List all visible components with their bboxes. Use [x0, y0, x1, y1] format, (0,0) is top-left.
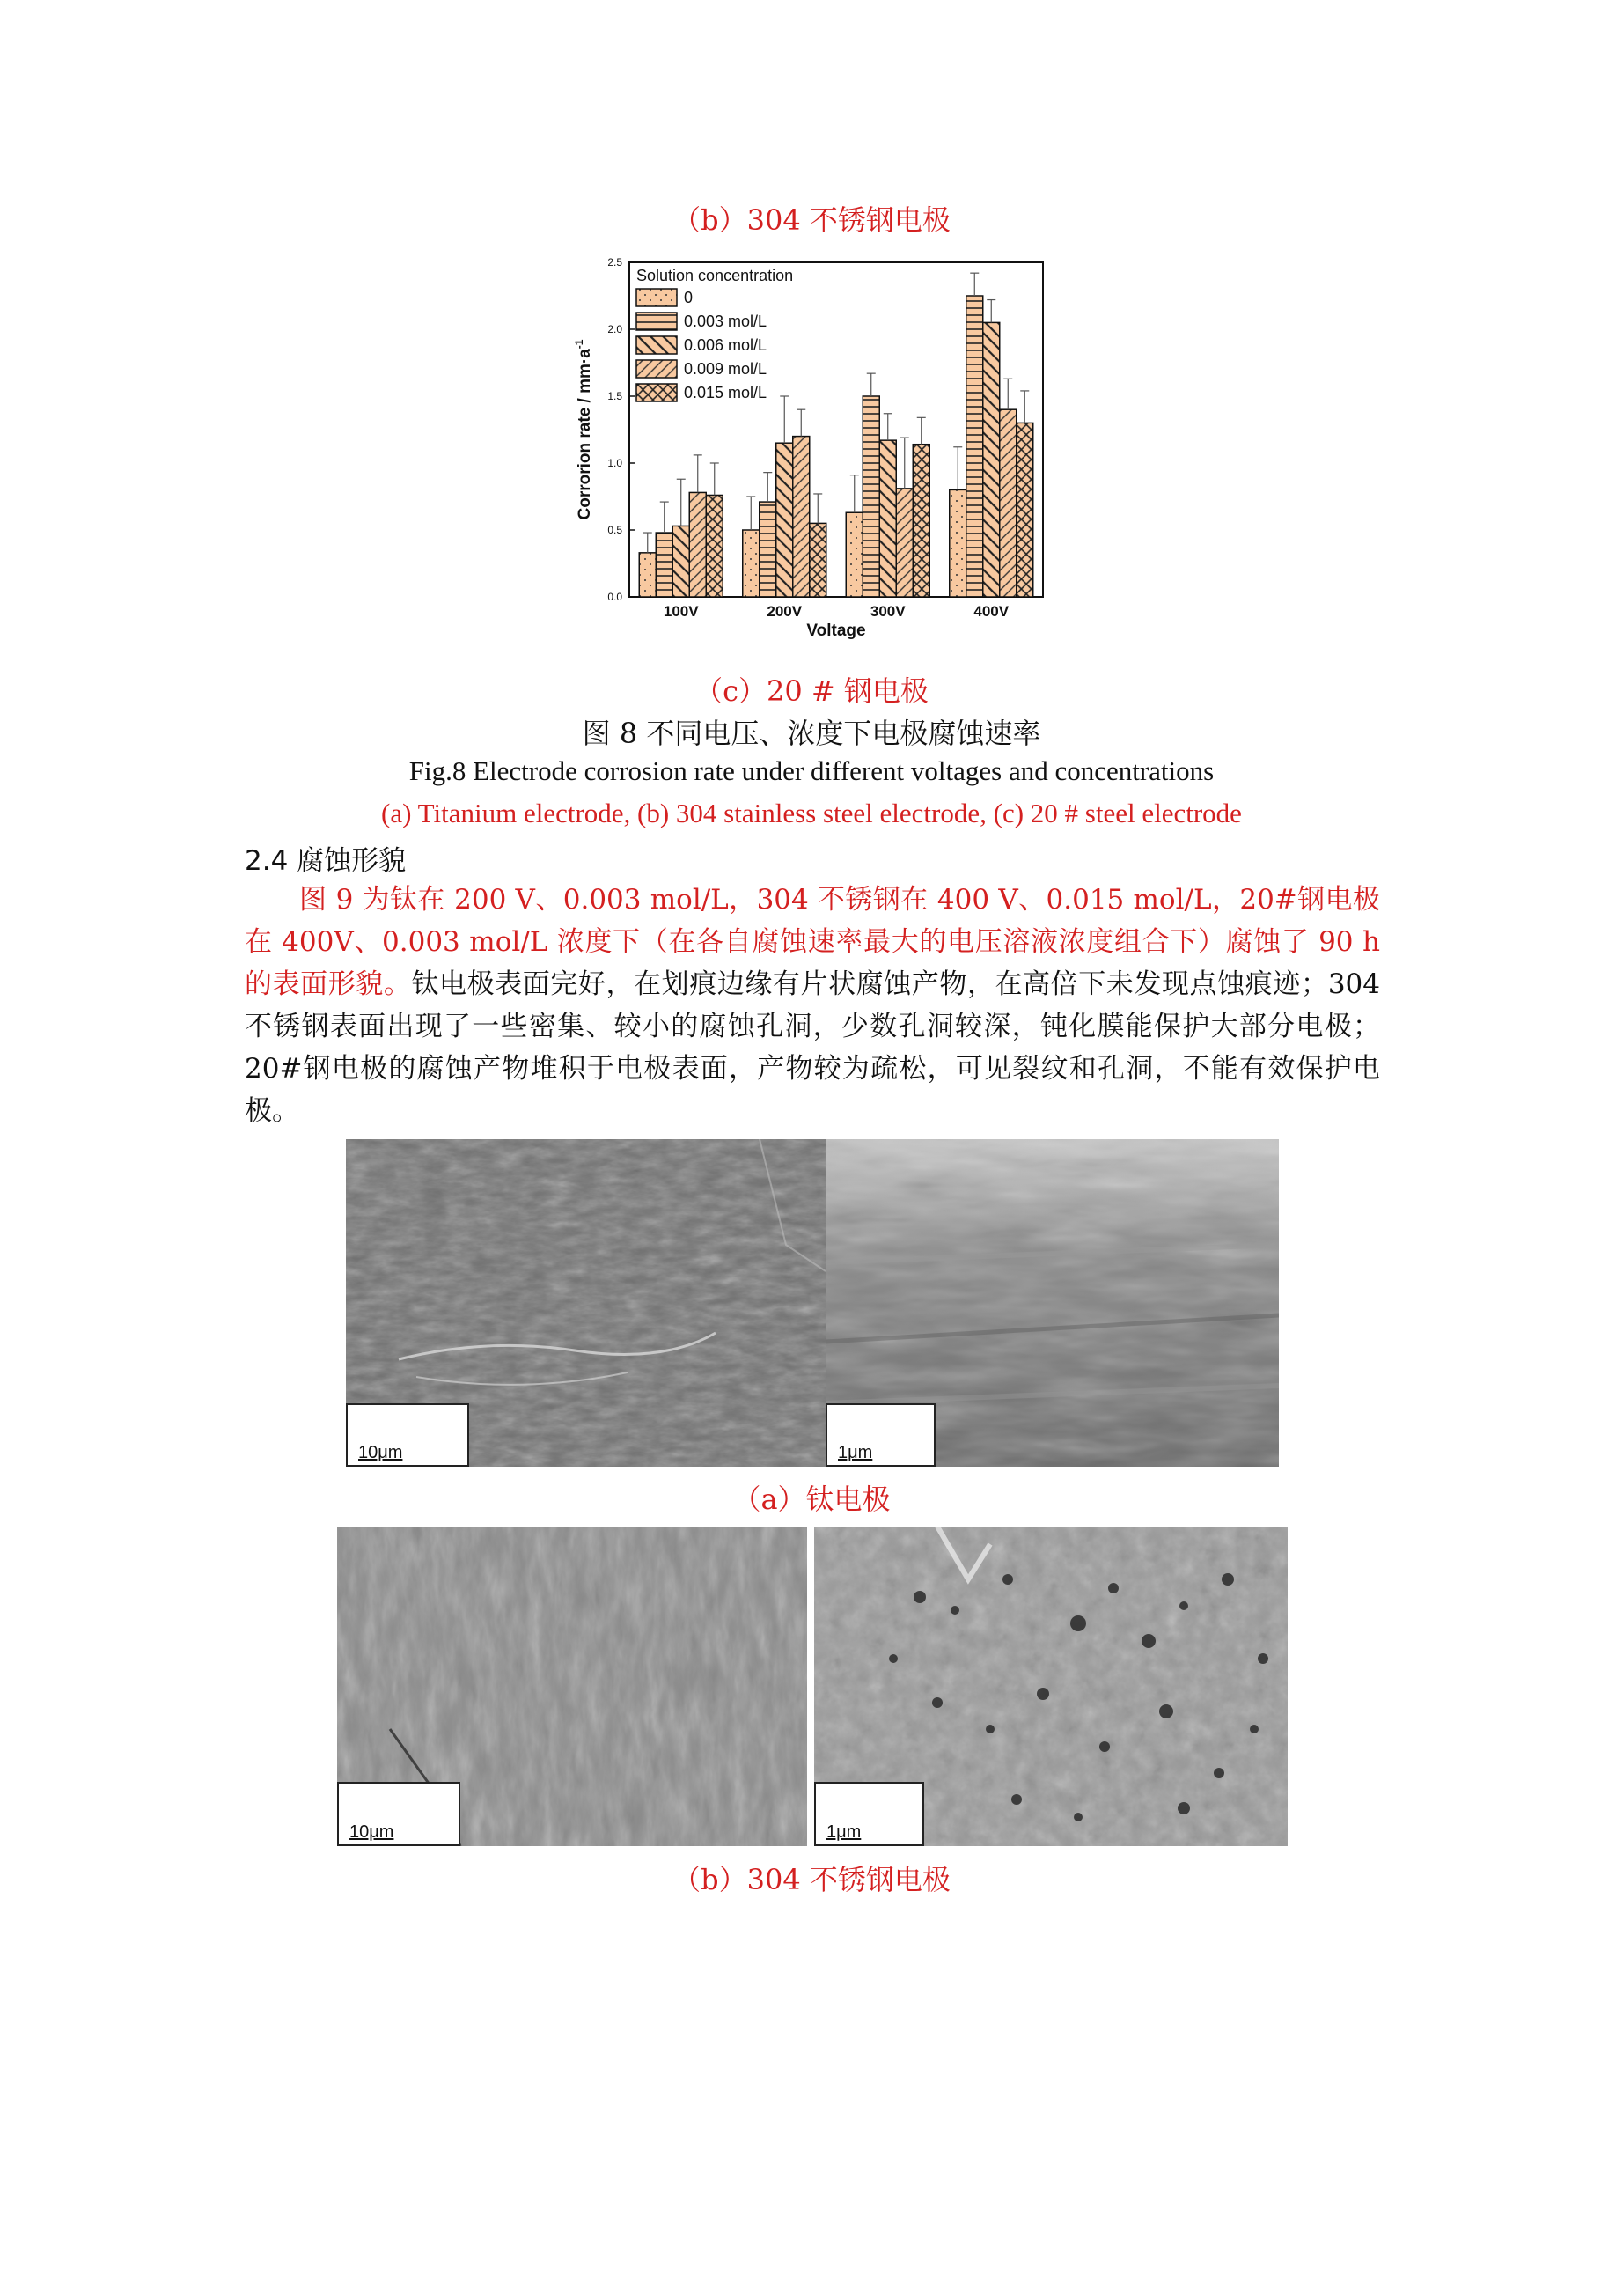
legend-label: 0.006 mol/L [684, 336, 767, 354]
bar-horizontal-300V [863, 396, 879, 597]
figure-caption-en: Fig.8 Electrode corrosion rate under different voltages and concentrations [408, 755, 1215, 786]
x-tick-label: 200V [767, 603, 803, 620]
bar-crosshatch-300V [913, 445, 929, 597]
bar-horizontal-200V [760, 502, 776, 597]
bar-diagonal-100V [672, 526, 689, 597]
sem-image-titanium-high [826, 1139, 1279, 1467]
bar-horizontal-100V [656, 533, 672, 597]
legend-label: 0.003 mol/L [684, 313, 767, 330]
bar-dots-300V [846, 512, 863, 597]
scale-bar-box [346, 1403, 469, 1467]
y-tick-label: 1.5 [607, 390, 622, 402]
y-tick-label: 1.0 [607, 457, 622, 469]
sem-image-titanium-low [346, 1139, 826, 1467]
legend-swatch-dots [636, 289, 677, 306]
legend-label: 0 [684, 289, 694, 306]
sem-caption-a: （a）钛电极 [732, 1483, 891, 1516]
chart-caption: （c）20 # 钢电极 [694, 674, 929, 708]
bar-diagonal-200V [776, 443, 793, 597]
y-tick-label: 0.0 [607, 591, 622, 603]
scale-bar-label: 10μm [349, 1822, 394, 1842]
bar-crosshatch-200V [810, 523, 826, 597]
bar-diagonal-400V [983, 322, 1000, 597]
scale-bar-box [814, 1782, 924, 1846]
paragraph-body: 钛电极表面完好，在划痕边缘有片状腐蚀产物，在高倍下未发现点蚀痕迹；304 不锈钢表面出现了一些密集、较小的腐蚀孔洞，少数孔洞较深，钝化膜能保护大部分电极；20#钢电极的腐蚀产物堆积于电极表面，产物较为疏松，可见裂纹和孔洞，不能有效保护电极。 [245, 968, 1381, 1127]
x-axis-label: Voltage [806, 622, 866, 640]
body-paragraph [245, 879, 1380, 1132]
legend-swatch-backdiagonal [636, 360, 677, 378]
bar-backdiagonal-400V [1000, 409, 1017, 597]
bar-crosshatch-100V [706, 495, 723, 597]
figure-subcaption-en: (a) Titanium electrode, (b) 304 stainless steel electrode, (c) 20 # steel electrode [381, 798, 1242, 828]
scale-bar-label: 1μm [826, 1822, 862, 1842]
bar-backdiagonal-300V [896, 489, 913, 597]
bar-dots-200V [743, 530, 760, 597]
y-tick-label: 2.0 [607, 323, 622, 335]
scale-bar-label: 1μm [838, 1443, 873, 1462]
y-tick-label: 0.5 [607, 524, 622, 536]
corrosion-rate-chart [563, 255, 1056, 651]
legend-label: 0.009 mol/L [684, 360, 767, 378]
x-tick-label: 100V [663, 603, 699, 620]
sem-image-304-low [337, 1527, 807, 1846]
bar-diagonal-300V [879, 440, 896, 597]
scale-bar-box [826, 1403, 936, 1467]
section-heading: 2.4 腐蚀形貌 [245, 845, 407, 877]
chart-svg [563, 255, 1056, 651]
y-axis-label: Corrorion rate / $mm\cdot a^{-1}$ [573, 339, 594, 520]
legend-swatch-diagonal [636, 336, 677, 354]
bar-backdiagonal-200V [793, 437, 810, 597]
bar-horizontal-400V [966, 296, 983, 597]
y-axis-label-superscript: -1 [573, 339, 585, 350]
x-tick-label: 300V [870, 603, 906, 620]
legend-label: 0.015 mol/L [684, 384, 767, 401]
bar-dots-100V [639, 553, 656, 597]
top-figure-caption: （b）304 不锈钢电极 [672, 203, 951, 237]
figure-caption-cn: 图 8 不同电压、浓度下电极腐蚀速率 [582, 717, 1041, 750]
x-tick-label: 400V [973, 603, 1010, 620]
scale-bar-box [337, 1782, 460, 1846]
paragraph-highlight: 图 9 为钛在 200 V、0.003 mol/L，304 不锈钢在 400 V、0.015 mol/L，20#钢电极在 400V、0.003 mol/L 浓度下（在各自腐蚀速率最大的电压溶液浓度组合下）腐蚀了 90 h 的表面形貌。 [245, 884, 1380, 1000]
scale-bar-label: 10μm [358, 1443, 403, 1462]
bar-dots-400V [950, 489, 966, 597]
legend-swatch-horizontal [636, 313, 677, 330]
bar-backdiagonal-100V [689, 492, 706, 597]
legend-title: Solution concentration [636, 267, 794, 284]
legend-swatch-crosshatch [636, 384, 677, 401]
y-tick-label: 2.5 [607, 256, 622, 269]
sem-image-304-high [814, 1527, 1288, 1846]
sem-caption-b: （b）304 不锈钢电极 [672, 1863, 951, 1896]
bar-crosshatch-400V [1017, 423, 1033, 597]
